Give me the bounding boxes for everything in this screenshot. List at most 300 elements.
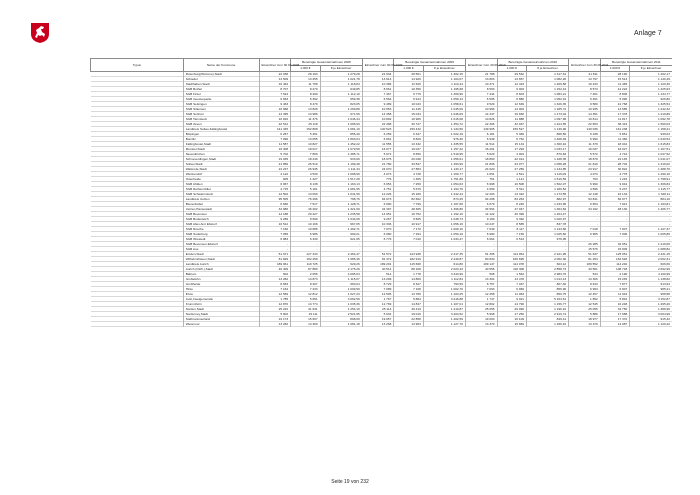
cell-value: 10 336	[362, 222, 394, 227]
cell-value: 1 081,18	[320, 322, 362, 327]
cell-value: 7 294	[394, 232, 423, 237]
cell-value: 9 289	[259, 217, 291, 222]
cell-value: 6 993	[569, 287, 601, 292]
cell-value: 9 903	[497, 87, 526, 92]
cell-value: 25 055	[569, 307, 601, 312]
cell-value: 3 343,99	[423, 272, 465, 277]
cell-value: 2 692,99	[657, 267, 670, 271]
cell-value: 8 573	[569, 87, 601, 92]
cell-value: 1 044,08	[320, 217, 362, 222]
cell-value: 1 141	[497, 177, 526, 182]
cell-value: 3 004,99	[657, 312, 670, 316]
cell-value: 1 095,93	[320, 122, 362, 127]
cell-value: 38 419	[600, 122, 629, 127]
cell-value: 119 725	[291, 262, 320, 267]
cell-value: 1 316,02	[657, 162, 670, 166]
cell-value: 12 423	[497, 82, 526, 87]
cell-value: -	[668, 217, 670, 221]
cell-value: 7 089	[362, 287, 394, 292]
cell-value: 1 328,11	[658, 192, 670, 196]
cell-value: -	[569, 237, 601, 242]
cell-value: 21 850	[259, 162, 291, 167]
cell-value: 1 139,96	[527, 127, 569, 132]
table-row	[91, 322, 673, 327]
cell-value: 10 686	[291, 227, 320, 232]
cell-value: 127 343	[291, 252, 320, 257]
cell-value: 159 432	[394, 127, 423, 132]
cell-value: -	[362, 242, 394, 247]
cell-value: 13 332	[394, 142, 423, 147]
cell-value: 14 051	[362, 212, 394, 217]
cell-value: 7 039	[465, 227, 497, 232]
cell-value: 162 259	[291, 257, 320, 262]
cell-value: 22 512	[259, 122, 291, 127]
cell-value: 976,95	[527, 237, 569, 242]
cell-value: 1 317,61	[527, 72, 569, 77]
cell-value: 21 810	[569, 162, 601, 167]
header-population-2011: Einwohner zum 30.06.2011	[569, 59, 601, 72]
cell-municipality: Norden,Stadt	[183, 307, 259, 312]
cell-value: 1 785	[259, 297, 291, 302]
cell-value: 1 502,07	[527, 182, 569, 187]
cell-value: 1 015,08	[423, 117, 465, 122]
cell-value: 9 489	[362, 102, 394, 107]
cell-value: 16 077	[362, 147, 394, 152]
cell-value: 13 379	[569, 322, 601, 327]
cell-value: 15 111	[291, 312, 320, 317]
cell-value: 7 517	[291, 202, 320, 207]
cell-value: 4 100,99	[657, 272, 670, 276]
cell-value: 115 668	[394, 262, 423, 267]
cell-value: 9 529	[465, 102, 497, 107]
cell-value: 1 194,76	[423, 187, 465, 192]
cell-value: 1 143,66	[527, 227, 569, 232]
cell-value: 81 253	[569, 257, 601, 262]
cell-value: 21 811	[569, 72, 601, 77]
cell-value: 5 361	[291, 132, 320, 137]
cell-value: 4 751	[362, 187, 394, 192]
cell-value: 14 869	[394, 277, 423, 282]
cell-value: 19 173	[259, 317, 291, 322]
cell-value: 7 170	[394, 227, 423, 232]
cell-value: 6 664	[465, 237, 497, 242]
cell-value: 2 919,74	[527, 312, 569, 317]
cell-value: 10 512	[259, 222, 291, 227]
cell-value: 7 444	[465, 92, 497, 97]
cell-value: 926,80	[660, 97, 670, 101]
cell-value: 13 585	[600, 107, 629, 112]
cell-value: 162 626	[600, 257, 629, 262]
cell-municipality: Walsrode,Stadt	[183, 167, 259, 172]
cell-value: 884,16	[660, 197, 670, 201]
cell-value: 1 112,10	[320, 92, 362, 97]
cell-municipality: Osterheide	[183, 177, 259, 182]
cell-value: 10 371	[465, 82, 497, 87]
cell-value: 40 556	[465, 267, 497, 272]
cell-value: 5 163,61	[527, 297, 569, 302]
cell-value: 27 883	[394, 167, 423, 172]
cell-value: 15 245	[600, 277, 629, 282]
cell-value: -	[259, 242, 291, 247]
cell-value: 1 167,51	[657, 147, 670, 151]
cell-value: 1 107,01	[423, 302, 465, 307]
cell-value: 22 306	[465, 122, 497, 127]
cell-value: 14 987	[600, 322, 629, 327]
cell-value: 16 752	[394, 212, 423, 217]
cell-value: 1 519,59	[527, 177, 569, 182]
cell-value: 15 034	[394, 112, 423, 117]
cell-value: 14 347	[465, 112, 497, 117]
cell-value: 1 452,22	[320, 142, 362, 147]
cell-value: 985,21	[660, 287, 670, 291]
cell-value: 1 005,86	[657, 232, 670, 236]
cell-value: 1 335,55	[423, 142, 465, 147]
cell-value: 1 047,52	[657, 152, 670, 156]
cell-value: 10 966	[465, 107, 497, 112]
cell-value: 20 227	[291, 212, 320, 217]
cell-value: 1 118,84	[320, 82, 362, 87]
cell-value: 7 524	[259, 92, 291, 97]
cell-value: 12 545	[569, 302, 601, 307]
cell-value: 1 120,22	[657, 322, 670, 326]
cell-value: 2 062,30	[527, 257, 569, 262]
cell-value: 189 291	[362, 262, 394, 267]
cell-value: 1 235,58	[320, 212, 362, 217]
cell-value: 2 056	[291, 272, 320, 277]
cell-value: 16 464	[259, 82, 291, 87]
cell-value: -	[668, 237, 670, 241]
cell-value: 9 267	[362, 217, 394, 222]
cell-value: 31 631	[291, 307, 320, 312]
cell-value: 873,25	[423, 197, 465, 202]
cell-value: 1 751,86	[423, 177, 465, 182]
cell-value: 1 127,37	[657, 227, 670, 231]
cell-value: 7 461	[569, 92, 601, 97]
cell-value: 1 048,73	[423, 217, 465, 222]
cell-value: 11 817	[600, 117, 629, 122]
cell-value: 30 727	[394, 122, 423, 127]
cell-value: -	[527, 242, 569, 247]
cell-value: 1 134,85	[527, 167, 569, 172]
cell-value: 1 052,91	[527, 97, 569, 102]
cell-value: 905	[259, 177, 291, 182]
cell-value: 1 034,47	[423, 237, 465, 242]
coat-of-arms-icon	[30, 22, 50, 44]
cell-value: 1 517,28	[320, 177, 362, 182]
cell-value: 6 776	[362, 237, 394, 242]
cell-value: 40 561	[569, 267, 601, 272]
cell-value: 6 961	[362, 137, 394, 142]
cell-value: 1 564	[497, 272, 526, 277]
cell-value: -	[320, 242, 362, 247]
cell-value: 1 406,77	[657, 207, 670, 211]
cell-value: 17 250	[497, 312, 526, 317]
cell-value: 18 027	[600, 147, 629, 152]
cell-value: 11 465	[600, 82, 629, 87]
cell-municipality: Uelzen,Hansestadt	[183, 207, 259, 212]
cell-value: 51 572	[362, 252, 394, 257]
cell-value: 1 185,72	[527, 107, 569, 112]
cell-value: 808,09	[320, 317, 362, 322]
cell-value: 6 965	[569, 232, 601, 237]
cell-value: 8 661	[362, 87, 394, 92]
cell-value: 7 250	[394, 182, 423, 187]
table-header-row	[91, 59, 673, 66]
cell-value: 2 175,29	[320, 267, 362, 272]
cell-municipality: Wiesmoor	[183, 322, 259, 327]
cell-value: 1 025,60	[527, 232, 569, 237]
cell-municipality: Baltrum	[183, 272, 259, 277]
cell-value: 14 358	[362, 112, 394, 117]
cell-value: 6 564	[362, 97, 394, 102]
cell-value: 856,90	[527, 287, 569, 292]
cell-value: 4 073	[569, 172, 601, 177]
cell-value: 1 033,17	[527, 147, 569, 152]
cell-value: 13 614	[362, 77, 394, 82]
cell-value: 1 798,91	[657, 177, 670, 181]
cell-value: 13 986	[291, 112, 320, 117]
cell-value: 8 270	[291, 87, 320, 92]
cell-value: 1 279,28	[320, 72, 362, 77]
cell-value: 48 130	[600, 207, 629, 212]
page-footer: Seite 19 von 232	[331, 479, 369, 485]
cell-value: 4 530	[291, 172, 320, 177]
cell-value: 1 309,96	[423, 92, 465, 97]
cell-value: 9 463	[259, 102, 291, 107]
cell-value: 14 360	[291, 322, 320, 327]
cell-municipality: Wietzendorf	[183, 172, 259, 177]
cell-value: -	[600, 222, 629, 227]
cell-value: 2 002,31	[657, 257, 670, 261]
cell-value: 13 370	[465, 322, 497, 327]
cell-value: 28 561	[394, 72, 423, 77]
cell-value: 22 858	[394, 317, 423, 322]
cell-value: 793,59	[423, 282, 465, 287]
cell-value: 1 425,63	[657, 87, 670, 91]
cell-value: 11 555	[362, 142, 394, 147]
cell-value: 823,05	[320, 102, 362, 107]
cell-value: 140 036	[569, 127, 601, 132]
cell-value: 1 083,21	[527, 92, 569, 97]
cell-value: 6 663	[259, 97, 291, 102]
cell-value: 1 640,54	[657, 137, 670, 141]
cell-value: 12 505	[362, 292, 394, 297]
cell-value: 8 117	[497, 227, 526, 232]
cell-value: 7 160	[259, 227, 291, 232]
cell-value: 6 238	[569, 132, 601, 137]
cell-municipality: Aurich (Ostfr.),Stadt	[183, 267, 259, 272]
cell-value: 1 424,55	[527, 122, 569, 127]
cell-value: 2 983,76	[527, 272, 569, 277]
cell-value: 1 195,68	[423, 87, 465, 92]
cell-value: 1 385,71	[320, 152, 362, 157]
cell-value: 34 564	[465, 207, 497, 212]
cell-value: 1 321,60	[320, 207, 362, 212]
cell-value: 1 002,70	[423, 287, 465, 292]
cell-value: 14 847	[394, 302, 423, 307]
cell-value: 18 249	[291, 157, 320, 162]
cell-value: 80 830	[465, 257, 497, 262]
cell-municipality: Stadthaben,Stadt	[183, 82, 259, 87]
subheader-euro-per-capita: € je Einwohner	[630, 66, 672, 72]
cell-municipality: SGB Bevensen-Ebstorf	[183, 242, 259, 247]
cell-value: 5 369	[497, 132, 526, 137]
subheader-thousand-euro: 1.000 €	[497, 66, 526, 72]
cell-value: 34 397	[362, 207, 394, 212]
cell-value: 5 886	[569, 312, 601, 317]
cell-municipality: SGB Tarmstedt	[183, 117, 259, 122]
cell-value: -	[320, 247, 362, 252]
cell-value: 6 513	[497, 237, 526, 242]
cell-value: 25 118	[291, 122, 320, 127]
cell-value: 5 702	[259, 152, 291, 157]
cell-value: 24 237	[259, 167, 291, 172]
cell-value: 13 478	[497, 277, 526, 282]
cell-value: 2 858,73	[527, 267, 569, 272]
table-body	[91, 72, 673, 327]
cell-value: 17 293	[497, 147, 526, 152]
cell-value: 1 054,63	[423, 182, 465, 187]
cell-value: 47 047	[497, 207, 526, 212]
cell-value: 10 827	[291, 142, 320, 147]
cell-value: 9 580	[569, 102, 601, 107]
cell-value: 1 045,09	[423, 107, 465, 112]
cell-value: 1 009,16	[423, 227, 465, 232]
cell-municipality: SGB Ahlden	[183, 182, 259, 187]
cell-value: -	[600, 217, 629, 222]
cell-value: 882,97	[527, 197, 569, 202]
cell-value: 1 354,72	[423, 122, 465, 127]
cell-value: 14 963	[394, 322, 423, 327]
cell-value: -	[497, 247, 526, 252]
cell-value: 4 095,04	[320, 272, 362, 277]
cell-value: 9 699	[291, 217, 320, 222]
cell-value: 1 027,23	[320, 292, 362, 297]
cell-value: 6 347	[394, 132, 423, 137]
cell-value: 4 744	[600, 152, 629, 157]
cell-value: 1 302,15	[423, 72, 465, 77]
cell-value: 1 210,05	[657, 242, 670, 246]
cell-value: 5 861	[600, 132, 629, 137]
cell-value: 16 037	[569, 147, 601, 152]
cell-value: 166 695	[497, 257, 526, 262]
cell-value: 6 939	[465, 137, 497, 142]
cell-value: 1 560,03	[657, 122, 670, 126]
cell-value: 1 186,91	[527, 322, 569, 327]
subheader-euro-per-capita: € je Einwohner	[527, 66, 569, 72]
cell-municipality: SGB Bodenteich	[183, 217, 259, 222]
cell-value: 9 199	[465, 217, 497, 222]
cell-value: 8 593	[465, 87, 497, 92]
cell-value: 5 651	[291, 297, 320, 302]
cell-value: 22 038	[259, 72, 291, 77]
cell-value: 1 035,36	[320, 302, 362, 307]
cell-municipality: SGB Rethem/Aller	[183, 187, 259, 192]
cell-value: 1 210,87	[423, 307, 465, 312]
cell-value: 10 814	[569, 117, 601, 122]
cell-municipality: SGB Wrestedt	[183, 237, 259, 242]
cell-value: 4 696	[569, 187, 601, 192]
cell-value: 933,69	[320, 157, 362, 162]
cell-value: 24 020	[465, 167, 497, 172]
cell-value: 5 990	[600, 97, 629, 102]
cell-municipality: Wilhelmshaven,Stadt	[183, 257, 259, 262]
cell-municipality: SGB Altes Amt Ebstorf	[183, 222, 259, 227]
cell-value: 1 233,95	[527, 202, 569, 207]
cell-value: 94 673	[362, 197, 394, 202]
cell-value: 13 509	[259, 77, 291, 82]
cell-value: -	[465, 247, 497, 252]
cell-value: -	[569, 212, 601, 217]
cell-value: 6 980	[465, 232, 497, 237]
cell-value: 21 788	[465, 72, 497, 77]
header-population-2010: Einwohner zum 30.06.2010	[465, 59, 497, 72]
cell-value: 1 098,99	[320, 172, 362, 177]
cell-value: 13 657	[497, 77, 526, 82]
cell-value: 11 888	[497, 117, 526, 122]
cell-value: 1 519,95	[423, 152, 465, 157]
cell-value: 13 304	[465, 277, 497, 282]
cell-value: 14 395	[259, 112, 291, 117]
cell-value: 11 798	[291, 82, 320, 87]
cell-value: 1 492,71	[320, 227, 362, 232]
cell-municipality: SGB Rosche	[183, 227, 259, 232]
cell-value: 19 016	[394, 312, 423, 317]
cell-value: 125 051	[600, 252, 629, 257]
cell-municipality: Schiedel	[183, 77, 259, 82]
cell-value: 1 082,20	[527, 77, 569, 82]
cell-value: 28 193	[291, 72, 320, 77]
cell-value: 7 093	[465, 287, 497, 292]
cell-value: 7 467	[362, 92, 394, 97]
cell-value: 1 803,04	[320, 137, 362, 142]
cell-value: 12 639	[497, 102, 526, 107]
cell-value: 1 041,59	[320, 192, 362, 197]
cell-value: 5 237	[600, 187, 629, 192]
cell-value: 12 203	[465, 192, 497, 197]
cell-value: 8 650	[394, 152, 423, 157]
cell-value: 5 672	[362, 152, 394, 157]
cell-value: 15 513	[600, 77, 629, 82]
cell-value: 93 841	[569, 197, 601, 202]
cell-value: 1 058,61	[423, 102, 465, 107]
cell-value: 5 676	[394, 187, 423, 192]
cell-value: 9 392	[497, 217, 526, 222]
cell-value: 22 653	[569, 122, 601, 127]
cell-value: 10 043	[394, 102, 423, 107]
cell-value: 15 869	[497, 322, 526, 327]
cell-municipality: SGB Bevensen	[183, 212, 259, 217]
cell-value: 502	[259, 272, 291, 277]
cell-value: 189 147	[465, 262, 497, 267]
cell-value: 1 408,49	[527, 137, 569, 142]
cell-value: 1 196,10	[527, 307, 569, 312]
cell-value: 1 242,32	[657, 107, 670, 111]
cell-value: 12 802	[465, 302, 497, 307]
cell-value: 10 247	[465, 222, 497, 227]
cell-value: 12 768	[600, 102, 629, 107]
cell-value: 7 164	[259, 287, 291, 292]
cell-value: 26 285	[569, 242, 601, 247]
cell-value: 6 330	[291, 237, 320, 242]
header-revenue-2009: Bereinigte Gesamteinnahmen 2009	[394, 59, 466, 66]
cell-value: 6 690	[362, 202, 394, 207]
subheader-thousand-euro: 1.000 €	[600, 66, 629, 72]
cell-value: 19 057	[362, 317, 394, 322]
cell-value: 6 461	[569, 97, 601, 102]
header-revenue-2010: Bereinigte Gesamteinnahmen 2010	[497, 59, 569, 66]
cell-value: 1 615,83	[657, 142, 670, 146]
